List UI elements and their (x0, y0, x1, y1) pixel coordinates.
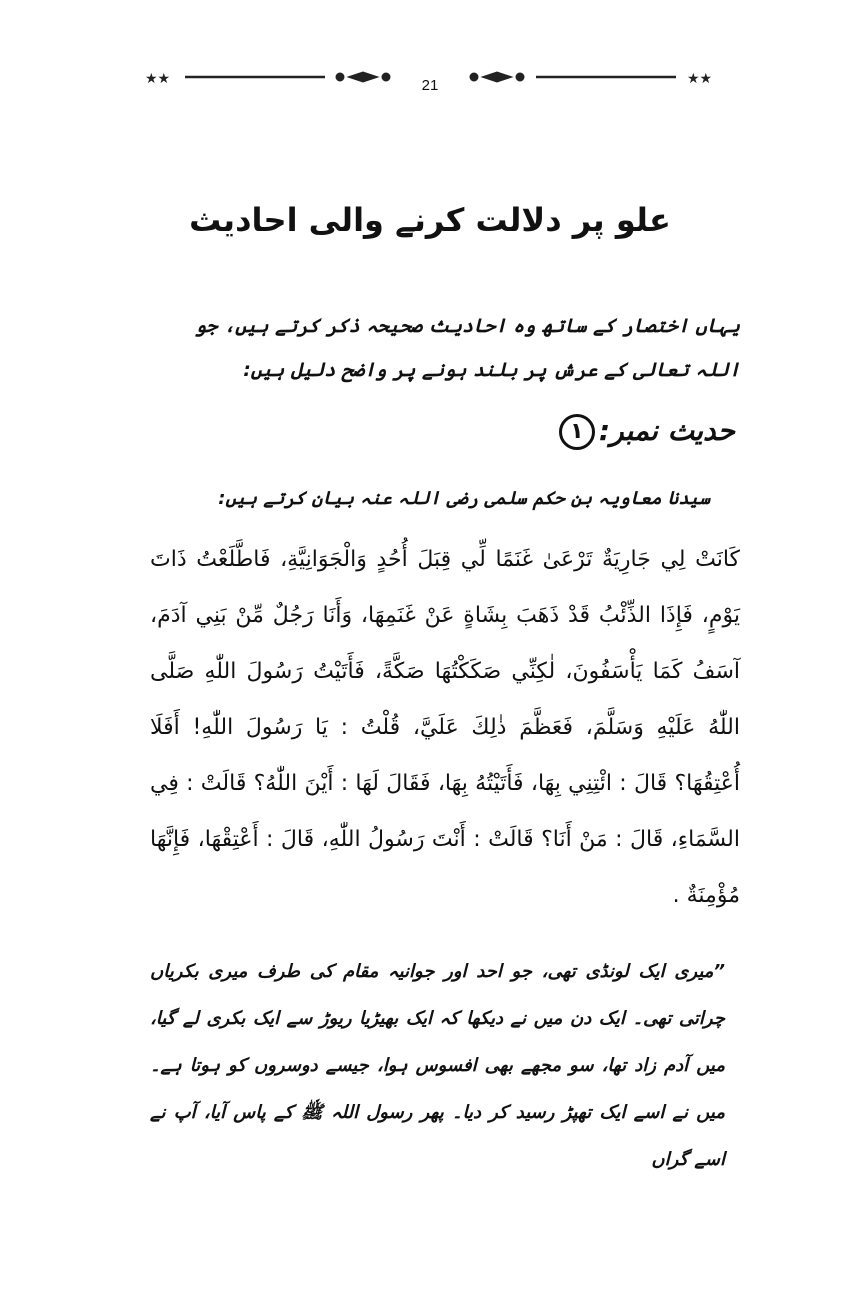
hadith-heading-label: حدیث نمبر: (598, 414, 735, 447)
intro-paragraph: یہاں اختصار کے ساتھ وہ احادیث صحیحہ ذکر کرتے ہیں، جو اللہ تعالی کے عرش پر بلند ہونے پر واضح دلیل ہیں: (195, 315, 740, 381)
hadith-number-badge: ١ (559, 414, 595, 450)
page-title: علو پر دلالت کرنے والی احادیث (189, 201, 671, 240)
narrator-line: سیدنا معاویہ بن حکم سلمی رضی اللہ عنہ بیان کرتے ہیں: (218, 488, 710, 509)
star-icon: ★★ (145, 71, 171, 87)
hadith-heading (450, 414, 735, 450)
page-number: 21 (421, 77, 439, 94)
arabic-hadith-text: كَانَتْ لِي جَارِيَةٌ تَرْعَىٰ غَنَمًا لِّي قِبَلَ أُحُدٍ وَالْجَوَانِيَّةِ، فَاطَّلَعْتُ ذَاتَ يَوْمٍ، فَإِذَا الذِّئْبُ قَدْ ذَهَبَ بِشَاةٍ عَنْ غَنَمِهَا، وَأَنَا رَجُلٌ مِّنْ بَنِي آدَمَ، آسَفُ كَمَا يَأْسَفُونَ، لٰكِنِّي صَكَكْتُهَا صَكَّةً، فَأَتَيْتُ رَسُولَ اللّٰهِ صَلَّى اللّٰهُ عَلَيْهِ وَسَلَّمَ، فَعَظَّمَ ذٰلِكَ عَلَيَّ، قُلْتُ : يَا رَسُولَ اللّٰهِ! أَفَلَا أُعْتِقُهَا؟ قَالَ : ائْتِنِي بِهَا، فَأَتَيْتُهُ بِهَا، فَقَالَ لَهَا : أَيْنَ اللّٰهُ؟ قَالَتْ : فِي السَّمَاءِ، قَالَ : مَنْ أَنَا؟ قَالَتْ : أَنْتَ رَسُولُ اللّٰهِ، قَالَ : أَعْتِقْهَا، فَإِنَّهَا مُؤْمِنَةٌ . (150, 547, 740, 908)
star-icon: ★★ (687, 71, 713, 87)
urdu-translation: ”میری ایک لونڈی تھی، جو احد اور جوانیہ مقام کی طرف میری بکریاں چراتی تھی۔ ایک دن میں نے دیکھا کہ ایک بھیڑیا ریوڑ سے ایک بکری لے گیا، میں آدم زاد تھا، سو مجھے بھی افسوس ہوا، جیسے دوسروں کو ہوتا ہے۔ میں نے اسے ایک تھپڑ رسید کر دیا۔ پھر رسول اللہ ﷺ کے پاس آیا، آپ نے اسے گراں (150, 961, 725, 1170)
